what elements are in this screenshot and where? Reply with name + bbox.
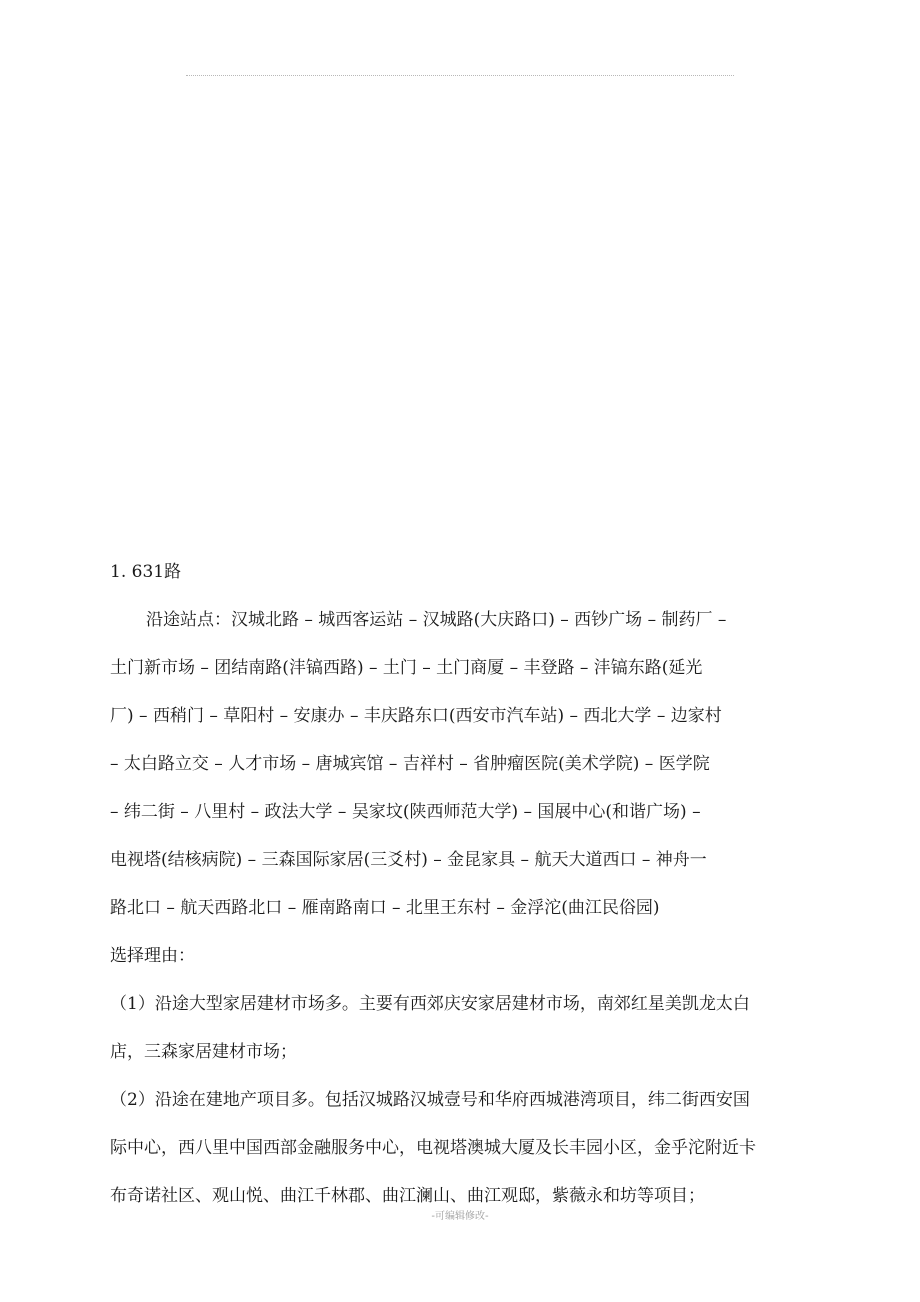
header-divider	[186, 75, 734, 76]
reason-1-line: （1）沿途大型家居建材市场多。主要有西郊庆安家居建材市场，南郊红星美凯龙太白	[110, 994, 750, 1014]
stops-line: 路北口 – 航天西路北口 – 雁南路南口 – 北里王东村 – 金浮沱(曲江民俗园)	[110, 898, 660, 918]
reason-heading: 选择理由：	[110, 946, 195, 966]
stops-line: 沿途站点：汉城北路 – 城西客运站 – 汉城路(大庆路口) – 西钞广场 – 制药厂 –	[146, 610, 727, 630]
reason-2-line: 布奇诺社区、观山悦、曲江千林郡、曲江澜山、曲江观邸，紫薇永和坊等项目；	[110, 1186, 705, 1206]
reason-2-line: 际中心，西八里中国西部金融服务中心，电视塔澳城大厦及长丰园小区，金乎沱附近卡	[110, 1138, 756, 1158]
reason-1-line: 店，三森家居建材市场；	[110, 1042, 297, 1062]
stops-line: 厂) – 西稍门 – 草阳村 – 安康办 – 丰庆路东口(西安市汽车站) – 西北大学 – 边家村	[110, 706, 722, 726]
stops-line: 电视塔(结核病院) – 三森国际家居(三爻村) – 金昆家具 – 航天大道西口 – 神舟一	[110, 850, 707, 870]
page-footer: -可编辑修改-	[431, 1211, 489, 1222]
stops-line: – 太白路立交 – 人才市场 – 唐城宾馆 – 吉祥村 – 省肿瘤医院(美术学院) – 医学院	[110, 754, 710, 774]
stops-line: – 纬二街 – 八里村 – 政法大学 – 吴家坟(陕西师范大学) – 国展中心(和谐广场) –	[110, 802, 701, 822]
route-title: 1. 631路	[110, 562, 182, 582]
stops-line: 土门新市场 – 团结南路(沣镐西路) – 土门 – 土门商厦 – 丰登路 – 沣镐东路(延光	[110, 658, 703, 678]
reason-2-line: （2）沿途在建地产项目多。包括汉城路汉城壹号和华府西城港湾项目，纬二街西安国	[110, 1090, 750, 1110]
document-body	[110, 548, 832, 1220]
